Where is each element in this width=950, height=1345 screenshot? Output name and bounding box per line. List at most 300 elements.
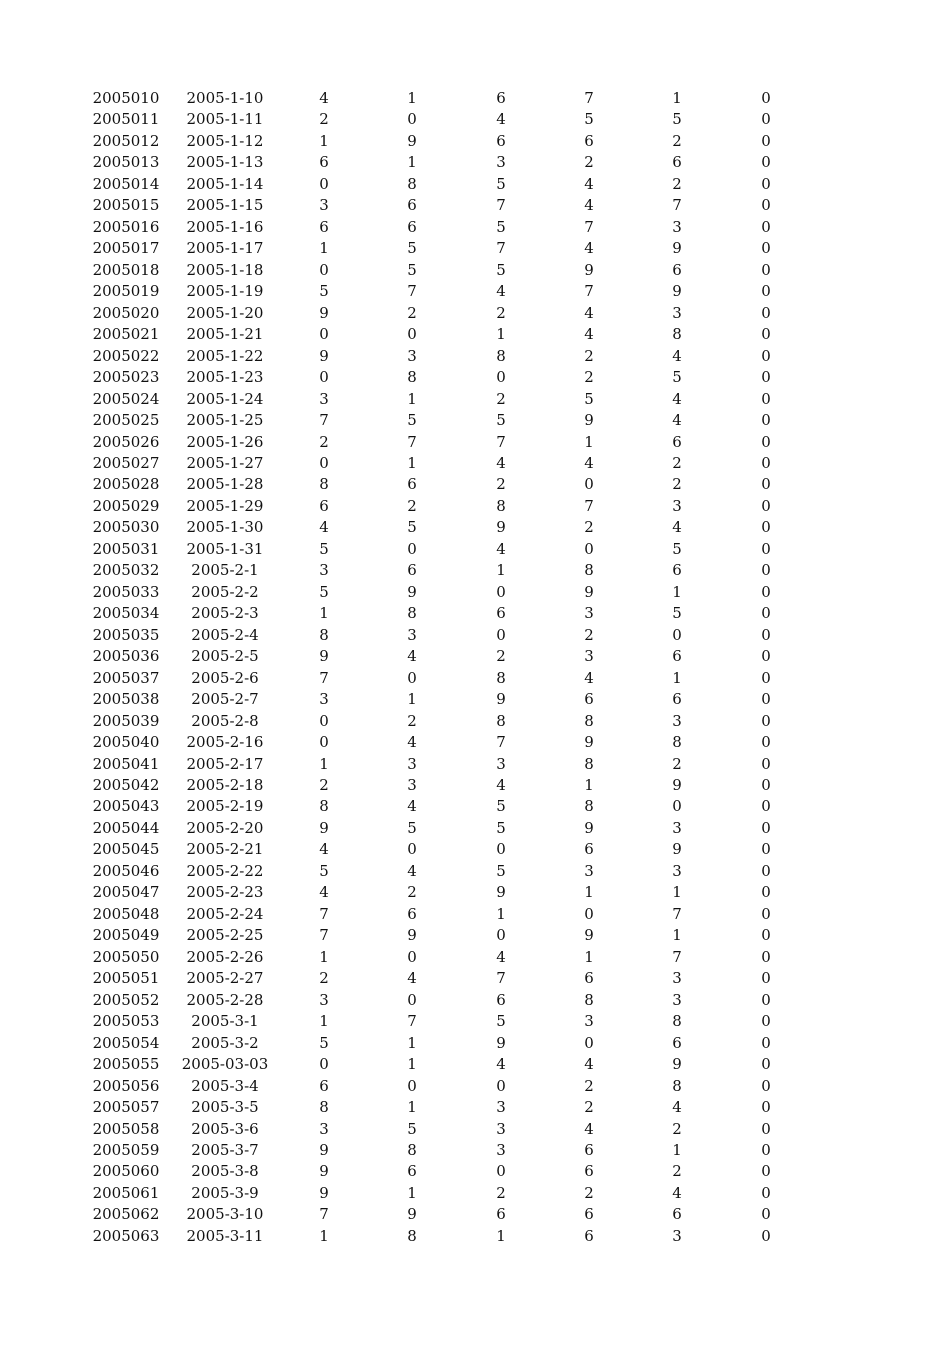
issue-number-cell: 2005011 <box>92 110 160 129</box>
digit-1-cell: 2 <box>319 110 329 129</box>
digit-2-cell: 0 <box>407 840 417 859</box>
digit-1-cell: 4 <box>319 518 329 537</box>
table-row <box>0 796 950 817</box>
digit-3-cell: 4 <box>496 539 506 558</box>
draw-date-cell: 2005-2-4 <box>191 625 259 644</box>
issue-number-cell: 2005010 <box>92 89 160 107</box>
digit-4-cell: 7 <box>584 89 594 107</box>
digit-1-cell: 9 <box>319 1183 329 1202</box>
table-row <box>0 517 950 538</box>
digit-4-cell: 1 <box>584 776 594 794</box>
draw-date-cell: 2005-3-7 <box>191 1140 259 1159</box>
flag-cell: 0 <box>761 1055 771 1074</box>
digit-3-cell: 3 <box>496 754 506 773</box>
table-row <box>0 410 950 431</box>
digit-1-cell: 1 <box>319 754 329 773</box>
draw-date-cell: 2005-1-15 <box>186 196 264 215</box>
digit-5-cell: 4 <box>672 346 682 365</box>
digit-5-cell: 0 <box>672 625 682 644</box>
digit-4-cell: 6 <box>584 690 594 709</box>
draw-date-cell: 2005-3-11 <box>186 1226 264 1245</box>
draw-date-cell: 2005-1-24 <box>186 389 264 408</box>
digit-3-cell: 4 <box>496 1055 506 1074</box>
digit-3-cell: 8 <box>496 346 506 365</box>
draw-date-cell: 2005-2-2 <box>191 582 259 601</box>
table-row <box>0 689 950 710</box>
digit-2-cell: 4 <box>407 969 417 988</box>
flag-cell: 0 <box>761 733 771 752</box>
digit-2-cell: 2 <box>407 496 417 515</box>
digit-1-cell: 7 <box>319 411 329 430</box>
digit-2-cell: 3 <box>407 346 417 365</box>
draw-date-cell: 2005-2-21 <box>186 840 264 859</box>
table-row <box>0 839 950 860</box>
table-row <box>0 324 950 345</box>
digit-3-cell: 2 <box>496 475 506 494</box>
digit-2-cell: 1 <box>407 1183 417 1202</box>
table-row <box>0 925 950 946</box>
digit-2-cell: 8 <box>407 1140 417 1159</box>
draw-date-cell: 2005-1-25 <box>186 411 264 430</box>
digit-1-cell: 8 <box>319 475 329 494</box>
digit-3-cell: 8 <box>496 711 506 730</box>
draw-date-cell: 2005-2-26 <box>186 947 264 966</box>
digit-2-cell: 7 <box>407 1012 417 1031</box>
digit-3-cell: 5 <box>496 1012 506 1031</box>
digit-1-cell: 2 <box>319 776 329 794</box>
issue-number-cell: 2005053 <box>92 1012 160 1031</box>
flag-cell: 0 <box>761 389 771 408</box>
draw-date-cell: 2005-2-27 <box>186 969 264 988</box>
digit-1-cell: 0 <box>319 260 329 279</box>
draw-date-cell: 2005-2-23 <box>186 883 264 902</box>
flag-cell: 0 <box>761 346 771 365</box>
digit-5-cell: 6 <box>672 561 682 580</box>
digit-2-cell: 8 <box>407 368 417 387</box>
digit-3-cell: 1 <box>496 561 506 580</box>
flag-cell: 0 <box>761 1033 771 1052</box>
flag-cell: 0 <box>761 131 771 150</box>
draw-date-cell: 2005-2-6 <box>191 668 259 687</box>
digit-3-cell: 7 <box>496 196 506 215</box>
digit-4-cell: 7 <box>584 496 594 515</box>
table-row <box>0 1076 950 1097</box>
draw-date-cell: 2005-3-1 <box>191 1012 259 1031</box>
digit-4-cell: 0 <box>584 1033 594 1052</box>
digit-3-cell: 5 <box>496 861 506 880</box>
table-row <box>0 195 950 216</box>
digit-1-cell: 0 <box>319 174 329 193</box>
digit-2-cell: 3 <box>407 625 417 644</box>
digit-4-cell: 9 <box>584 260 594 279</box>
flag-cell: 0 <box>761 432 771 451</box>
digit-5-cell: 6 <box>672 1205 682 1224</box>
digit-3-cell: 8 <box>496 496 506 515</box>
digit-4-cell: 6 <box>584 1226 594 1245</box>
digit-5-cell: 3 <box>672 861 682 880</box>
digit-4-cell: 4 <box>584 239 594 258</box>
table-row <box>0 367 950 388</box>
digit-3-cell: 5 <box>496 260 506 279</box>
digit-5-cell: 1 <box>672 582 682 601</box>
flag-cell: 0 <box>761 840 771 859</box>
digit-4-cell: 9 <box>584 733 594 752</box>
issue-number-cell: 2005060 <box>92 1162 160 1181</box>
table-row <box>0 947 950 968</box>
flag-cell: 0 <box>761 776 771 794</box>
table-row <box>0 260 950 281</box>
digit-2-cell: 5 <box>407 239 417 258</box>
digit-1-cell: 4 <box>319 883 329 902</box>
draw-date-cell: 2005-1-19 <box>186 282 264 301</box>
flag-cell: 0 <box>761 475 771 494</box>
digit-3-cell: 1 <box>496 1226 506 1245</box>
table-row <box>0 1054 950 1075</box>
digit-3-cell: 0 <box>496 625 506 644</box>
digit-4-cell: 8 <box>584 711 594 730</box>
digit-4-cell: 0 <box>584 904 594 923</box>
flag-cell: 0 <box>761 926 771 945</box>
digit-2-cell: 2 <box>407 303 417 322</box>
digit-1-cell: 8 <box>319 797 329 816</box>
flag-cell: 0 <box>761 196 771 215</box>
digit-1-cell: 9 <box>319 647 329 666</box>
digit-3-cell: 9 <box>496 690 506 709</box>
issue-number-cell: 2005056 <box>92 1076 160 1095</box>
table-row <box>0 131 950 152</box>
table-row <box>0 861 950 882</box>
draw-date-cell: 2005-1-30 <box>186 518 264 537</box>
digit-3-cell: 4 <box>496 453 506 472</box>
digit-2-cell: 0 <box>407 1076 417 1095</box>
table-row <box>0 560 950 581</box>
digit-3-cell: 4 <box>496 947 506 966</box>
digit-4-cell: 1 <box>584 883 594 902</box>
table-row <box>0 732 950 753</box>
digit-2-cell: 2 <box>407 711 417 730</box>
flag-cell: 0 <box>761 969 771 988</box>
digit-2-cell: 9 <box>407 926 417 945</box>
digit-3-cell: 7 <box>496 733 506 752</box>
digit-5-cell: 2 <box>672 1119 682 1138</box>
flag-cell: 0 <box>761 1098 771 1117</box>
issue-number-cell: 2005048 <box>92 904 160 923</box>
digit-3-cell: 7 <box>496 239 506 258</box>
draw-date-cell: 2005-2-5 <box>191 647 259 666</box>
digit-4-cell: 6 <box>584 1140 594 1159</box>
digit-4-cell: 9 <box>584 411 594 430</box>
draw-date-cell: 2005-1-22 <box>186 346 264 365</box>
digit-3-cell: 5 <box>496 217 506 236</box>
table-row <box>0 603 950 624</box>
table-row <box>0 389 950 410</box>
issue-number-cell: 2005033 <box>92 582 160 601</box>
draw-date-cell: 2005-1-21 <box>186 325 264 344</box>
digit-3-cell: 3 <box>496 1140 506 1159</box>
digit-1-cell: 1 <box>319 604 329 623</box>
digit-1-cell: 7 <box>319 1205 329 1224</box>
digit-1-cell: 4 <box>319 89 329 107</box>
issue-number-cell: 2005045 <box>92 840 160 859</box>
table-row <box>0 152 950 173</box>
digit-3-cell: 4 <box>496 110 506 129</box>
digit-5-cell: 3 <box>672 496 682 515</box>
digit-5-cell: 3 <box>672 969 682 988</box>
table-row <box>0 474 950 495</box>
draw-date-cell: 2005-1-12 <box>186 131 264 150</box>
table-row <box>0 1183 950 1204</box>
table-row <box>0 754 950 775</box>
digit-4-cell: 3 <box>584 861 594 880</box>
digit-5-cell: 7 <box>672 196 682 215</box>
digit-3-cell: 6 <box>496 131 506 150</box>
digit-4-cell: 6 <box>584 1205 594 1224</box>
digit-4-cell: 7 <box>584 282 594 301</box>
flag-cell: 0 <box>761 368 771 387</box>
digit-3-cell: 4 <box>496 282 506 301</box>
draw-date-cell: 2005-1-13 <box>186 153 264 172</box>
table-row <box>0 668 950 689</box>
digit-5-cell: 8 <box>672 733 682 752</box>
flag-cell: 0 <box>761 174 771 193</box>
digit-2-cell: 6 <box>407 561 417 580</box>
digit-4-cell: 4 <box>584 1119 594 1138</box>
digit-1-cell: 4 <box>319 840 329 859</box>
digit-5-cell: 2 <box>672 453 682 472</box>
table-row <box>0 1033 950 1054</box>
issue-number-cell: 2005012 <box>92 131 160 150</box>
digit-4-cell: 6 <box>584 131 594 150</box>
digit-4-cell: 9 <box>584 926 594 945</box>
table-row <box>0 1226 950 1247</box>
digit-4-cell: 3 <box>584 1012 594 1031</box>
flag-cell: 0 <box>761 1119 771 1138</box>
flag-cell: 0 <box>761 604 771 623</box>
issue-number-cell: 2005016 <box>92 217 160 236</box>
table-row <box>0 1119 950 1140</box>
digit-2-cell: 5 <box>407 1119 417 1138</box>
digit-5-cell: 3 <box>672 303 682 322</box>
digit-5-cell: 9 <box>672 840 682 859</box>
digit-2-cell: 1 <box>407 1098 417 1117</box>
draw-date-cell: 2005-2-17 <box>186 754 264 773</box>
draw-date-cell: 2005-1-29 <box>186 496 264 515</box>
issue-number-cell: 2005052 <box>92 990 160 1009</box>
digit-4-cell: 0 <box>584 539 594 558</box>
digit-5-cell: 1 <box>672 89 682 107</box>
digit-3-cell: 8 <box>496 668 506 687</box>
digit-2-cell: 6 <box>407 1162 417 1181</box>
table-row <box>0 496 950 517</box>
digit-3-cell: 2 <box>496 389 506 408</box>
digit-5-cell: 2 <box>672 131 682 150</box>
digit-3-cell: 6 <box>496 1205 506 1224</box>
flag-cell: 0 <box>761 625 771 644</box>
issue-number-cell: 2005034 <box>92 604 160 623</box>
flag-cell: 0 <box>761 947 771 966</box>
digit-1-cell: 5 <box>319 539 329 558</box>
table-row <box>0 539 950 560</box>
issue-number-cell: 2005018 <box>92 260 160 279</box>
issue-number-cell: 2005062 <box>92 1205 160 1224</box>
digit-2-cell: 5 <box>407 411 417 430</box>
digit-1-cell: 7 <box>319 904 329 923</box>
digit-3-cell: 3 <box>496 1098 506 1117</box>
digit-4-cell: 8 <box>584 754 594 773</box>
table-row <box>0 1161 950 1182</box>
digit-1-cell: 9 <box>319 818 329 837</box>
flag-cell: 0 <box>761 1226 771 1245</box>
digit-3-cell: 0 <box>496 840 506 859</box>
draw-date-cell: 2005-1-26 <box>186 432 264 451</box>
digit-1-cell: 3 <box>319 561 329 580</box>
digit-2-cell: 3 <box>407 754 417 773</box>
digit-2-cell: 1 <box>407 690 417 709</box>
table-row <box>0 303 950 324</box>
table-row <box>0 217 950 238</box>
digit-3-cell: 3 <box>496 153 506 172</box>
draw-date-cell: 2005-03-03 <box>181 1055 269 1074</box>
digit-4-cell: 2 <box>584 346 594 365</box>
flag-cell: 0 <box>761 282 771 301</box>
draw-date-cell: 2005-2-28 <box>186 990 264 1009</box>
digit-4-cell: 8 <box>584 797 594 816</box>
issue-number-cell: 2005013 <box>92 153 160 172</box>
draw-date-cell: 2005-3-6 <box>191 1119 259 1138</box>
digit-1-cell: 1 <box>319 947 329 966</box>
digit-4-cell: 2 <box>584 518 594 537</box>
digit-1-cell: 0 <box>319 368 329 387</box>
flag-cell: 0 <box>761 1140 771 1159</box>
digit-5-cell: 4 <box>672 389 682 408</box>
digit-4-cell: 2 <box>584 1183 594 1202</box>
digit-4-cell: 0 <box>584 475 594 494</box>
digit-5-cell: 6 <box>672 1033 682 1052</box>
flag-cell: 0 <box>761 303 771 322</box>
table-row <box>0 711 950 732</box>
digit-2-cell: 6 <box>407 217 417 236</box>
digit-2-cell: 4 <box>407 797 417 816</box>
table-row <box>0 453 950 474</box>
digit-5-cell: 8 <box>672 1076 682 1095</box>
issue-number-cell: 2005043 <box>92 797 160 816</box>
issue-number-cell: 2005020 <box>92 303 160 322</box>
digit-3-cell: 9 <box>496 518 506 537</box>
digit-1-cell: 6 <box>319 496 329 515</box>
digit-5-cell: 9 <box>672 776 682 794</box>
issue-number-cell: 2005026 <box>92 432 160 451</box>
table-row <box>0 818 950 839</box>
digit-4-cell: 4 <box>584 174 594 193</box>
table-row <box>0 281 950 302</box>
digit-2-cell: 8 <box>407 604 417 623</box>
digit-4-cell: 1 <box>584 432 594 451</box>
issue-number-cell: 2005057 <box>92 1098 160 1117</box>
draw-date-cell: 2005-1-11 <box>186 110 264 129</box>
digit-1-cell: 0 <box>319 733 329 752</box>
table-row <box>0 968 950 989</box>
digit-1-cell: 1 <box>319 239 329 258</box>
draw-date-cell: 2005-1-20 <box>186 303 264 322</box>
issue-number-cell: 2005042 <box>92 776 160 794</box>
digit-5-cell: 1 <box>672 883 682 902</box>
digit-5-cell: 9 <box>672 1055 682 1074</box>
digit-4-cell: 8 <box>584 561 594 580</box>
digit-5-cell: 0 <box>672 797 682 816</box>
table-row <box>0 775 950 796</box>
digit-3-cell: 5 <box>496 411 506 430</box>
digit-4-cell: 7 <box>584 217 594 236</box>
table-row <box>0 432 950 453</box>
flag-cell: 0 <box>761 883 771 902</box>
draw-date-cell: 2005-2-22 <box>186 861 264 880</box>
digit-2-cell: 7 <box>407 432 417 451</box>
digit-1-cell: 1 <box>319 1226 329 1245</box>
flag-cell: 0 <box>761 411 771 430</box>
digit-3-cell: 0 <box>496 926 506 945</box>
digit-2-cell: 9 <box>407 582 417 601</box>
issue-number-cell: 2005027 <box>92 453 160 472</box>
digit-2-cell: 2 <box>407 883 417 902</box>
digit-4-cell: 6 <box>584 969 594 988</box>
data-table <box>0 88 950 1247</box>
flag-cell: 0 <box>761 1205 771 1224</box>
digit-2-cell: 1 <box>407 89 417 107</box>
digit-3-cell: 7 <box>496 969 506 988</box>
digit-2-cell: 9 <box>407 1205 417 1224</box>
draw-date-cell: 2005-2-24 <box>186 904 264 923</box>
digit-1-cell: 7 <box>319 926 329 945</box>
digit-2-cell: 6 <box>407 475 417 494</box>
digit-1-cell: 0 <box>319 711 329 730</box>
issue-number-cell: 2005019 <box>92 282 160 301</box>
table-row <box>0 109 950 130</box>
digit-4-cell: 2 <box>584 153 594 172</box>
draw-date-cell: 2005-1-27 <box>186 453 264 472</box>
draw-date-cell: 2005-1-17 <box>186 239 264 258</box>
digit-2-cell: 6 <box>407 196 417 215</box>
issue-number-cell: 2005058 <box>92 1119 160 1138</box>
draw-date-cell: 2005-2-16 <box>186 733 264 752</box>
issue-number-cell: 2005050 <box>92 947 160 966</box>
digit-1-cell: 7 <box>319 668 329 687</box>
digit-4-cell: 2 <box>584 1076 594 1095</box>
digit-4-cell: 2 <box>584 368 594 387</box>
digit-5-cell: 3 <box>672 1226 682 1245</box>
draw-date-cell: 2005-2-25 <box>186 926 264 945</box>
digit-1-cell: 5 <box>319 861 329 880</box>
table-row <box>0 625 950 646</box>
draw-date-cell: 2005-2-1 <box>191 561 259 580</box>
table-row <box>0 1011 950 1032</box>
digit-2-cell: 5 <box>407 518 417 537</box>
digit-3-cell: 6 <box>496 990 506 1009</box>
digit-1-cell: 9 <box>319 1162 329 1181</box>
digit-3-cell: 9 <box>496 883 506 902</box>
draw-date-cell: 2005-2-3 <box>191 604 259 623</box>
draw-date-cell: 2005-1-28 <box>186 475 264 494</box>
issue-number-cell: 2005044 <box>92 818 160 837</box>
digit-1-cell: 5 <box>319 1033 329 1052</box>
digit-1-cell: 1 <box>319 1012 329 1031</box>
draw-date-cell: 2005-3-5 <box>191 1098 259 1117</box>
digit-5-cell: 2 <box>672 475 682 494</box>
issue-number-cell: 2005059 <box>92 1140 160 1159</box>
flag-cell: 0 <box>761 518 771 537</box>
digit-4-cell: 1 <box>584 947 594 966</box>
draw-date-cell: 2005-3-10 <box>186 1205 264 1224</box>
flag-cell: 0 <box>761 990 771 1009</box>
